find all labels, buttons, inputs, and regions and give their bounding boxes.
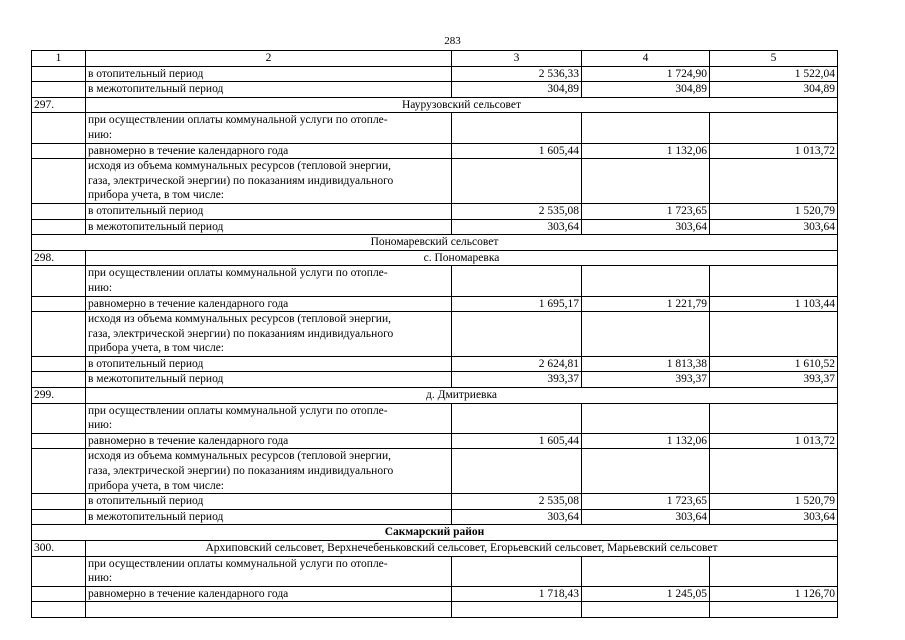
value-col3: 1 605,44 — [452, 143, 582, 159]
section-title: д. Дмитриевка — [86, 388, 838, 404]
value-col3: 393,37 — [452, 372, 582, 388]
text-row — [32, 266, 838, 296]
table-row — [32, 433, 838, 449]
value-col5: 1 013,72 — [710, 433, 838, 449]
value-col4: 1 245,05 — [582, 586, 710, 602]
section-title: с. Пономаревка — [86, 250, 838, 266]
row-number-cell — [32, 296, 86, 312]
table-row — [32, 296, 838, 312]
value-col4: 303,64 — [582, 219, 710, 235]
empty-cell — [710, 312, 838, 357]
empty-cell — [582, 602, 710, 618]
page-number: 283 — [444, 35, 461, 47]
table-row — [32, 602, 838, 618]
text-line: нию: — [88, 419, 113, 432]
text-line: при осуществлении оплаты коммунальной услуги по отопле- — [88, 404, 388, 417]
row-number-cell — [32, 372, 86, 388]
row-number-cell — [32, 82, 86, 98]
text-line: газа, электрической энергии) по показаниям индивидуального — [88, 174, 394, 187]
value-col5: 1 522,04 — [710, 66, 838, 82]
row-number-cell — [32, 403, 86, 433]
row-number-cell — [32, 266, 86, 296]
section-number: 298. — [32, 250, 86, 266]
row-text — [86, 159, 452, 204]
table-row — [32, 372, 838, 388]
row-number-cell — [32, 494, 86, 510]
table-row — [32, 356, 838, 372]
heading-row — [32, 525, 838, 541]
section-row — [32, 388, 838, 404]
row-label: в отопительный период — [86, 66, 452, 82]
value-col5: 1 520,79 — [710, 494, 838, 510]
table-row — [32, 219, 838, 235]
section-title: Архиповский сельсовет, Верхнечебеньковский сельсовет, Егорьевский сельсовет, Марьевский сельсовет — [86, 541, 838, 557]
table-row — [32, 203, 838, 219]
column-header-4: 4 — [582, 51, 710, 67]
empty-cell — [582, 449, 710, 494]
row-label: равномерно в течение календарного года — [86, 433, 452, 449]
row-label: в отопительный период — [86, 203, 452, 219]
empty-cell — [710, 403, 838, 433]
row-label: в межотопительный период — [86, 509, 452, 525]
row-number-cell — [32, 509, 86, 525]
empty-cell — [582, 266, 710, 296]
text-row — [32, 403, 838, 433]
empty-cell — [86, 602, 452, 618]
text-line: прибора учета, в том числе: — [88, 189, 224, 202]
text-line: при осуществлении оплаты коммунальной услуги по отопле- — [88, 557, 388, 570]
column-header-1: 1 — [32, 51, 86, 67]
column-header-3: 3 — [452, 51, 582, 67]
column-header-row — [32, 51, 838, 67]
empty-cell — [452, 312, 582, 357]
empty-cell — [710, 266, 838, 296]
value-col4: 393,37 — [582, 372, 710, 388]
text-line: исходя из объема коммунальных ресурсов (тепловой энергии, — [88, 160, 391, 173]
text-line: нию: — [88, 281, 113, 294]
table-row — [32, 143, 838, 159]
text-row — [32, 449, 838, 494]
text-line: нию: — [88, 572, 113, 585]
table-row — [32, 586, 838, 602]
text-line: прибора учета, в том числе: — [88, 342, 224, 355]
row-number-cell — [32, 556, 86, 586]
text-row — [32, 159, 838, 204]
empty-cell — [582, 556, 710, 586]
value-col4: 1 723,65 — [582, 203, 710, 219]
value-col3: 304,89 — [452, 82, 582, 98]
row-number-cell — [32, 159, 86, 204]
empty-cell — [452, 159, 582, 204]
row-text — [86, 403, 452, 433]
value-col4: 303,64 — [582, 509, 710, 525]
text-row — [32, 113, 838, 143]
row-label: в межотопительный период — [86, 372, 452, 388]
row-number-cell — [32, 449, 86, 494]
empty-cell — [710, 602, 838, 618]
value-col4: 1 221,79 — [582, 296, 710, 312]
row-number-cell — [32, 433, 86, 449]
value-col3: 1 605,44 — [452, 433, 582, 449]
section-row — [32, 541, 838, 557]
row-number-cell — [32, 356, 86, 372]
row-label: равномерно в течение календарного года — [86, 296, 452, 312]
heading-title: Пономаревский сельсовет — [32, 235, 838, 251]
table-row — [32, 82, 838, 98]
value-col5: 303,64 — [710, 219, 838, 235]
value-col3: 303,64 — [452, 509, 582, 525]
text-line: при осуществлении оплаты коммунальной услуги по отопле- — [88, 267, 388, 280]
section-number: 300. — [32, 541, 86, 557]
empty-cell — [582, 159, 710, 204]
value-col5: 1 103,44 — [710, 296, 838, 312]
text-line: прибора учета, в том числе: — [88, 479, 224, 492]
value-col3: 1 718,43 — [452, 586, 582, 602]
row-label: равномерно в течение календарного года — [86, 586, 452, 602]
empty-cell — [452, 113, 582, 143]
value-col3: 2 624,81 — [452, 356, 582, 372]
section-row — [32, 250, 838, 266]
empty-cell — [710, 449, 838, 494]
value-col4: 1 724,90 — [582, 66, 710, 82]
text-line: газа, электрической энергии) по показаниям индивидуального — [88, 327, 394, 340]
row-number-cell — [32, 143, 86, 159]
section-number: 297. — [32, 97, 86, 113]
tariff-table — [31, 50, 838, 618]
value-col5: 304,89 — [710, 82, 838, 98]
empty-cell — [452, 403, 582, 433]
row-number-cell — [32, 113, 86, 143]
value-col3: 303,64 — [452, 219, 582, 235]
value-col3: 2 535,08 — [452, 203, 582, 219]
row-label: в отопительный период — [86, 494, 452, 510]
value-col5: 1 126,70 — [710, 586, 838, 602]
empty-cell — [452, 449, 582, 494]
value-col4: 1 723,65 — [582, 494, 710, 510]
row-number-cell — [32, 203, 86, 219]
row-text — [86, 312, 452, 357]
table-row — [32, 66, 838, 82]
text-line: при осуществлении оплаты коммунальной услуги по отопле- — [88, 114, 388, 127]
empty-cell — [32, 602, 86, 618]
empty-cell — [582, 113, 710, 143]
row-label: в отопительный период — [86, 356, 452, 372]
text-line: исходя из объема коммунальных ресурсов (тепловой энергии, — [88, 313, 391, 326]
column-header-2: 2 — [86, 51, 452, 67]
empty-cell — [582, 403, 710, 433]
value-col5: 1 610,52 — [710, 356, 838, 372]
column-header-5: 5 — [710, 51, 838, 67]
row-number-cell — [32, 66, 86, 82]
row-number-cell — [32, 586, 86, 602]
value-col5: 303,64 — [710, 509, 838, 525]
value-col4: 304,89 — [582, 82, 710, 98]
section-number: 299. — [32, 388, 86, 404]
row-number-cell — [32, 312, 86, 357]
value-col3: 2 535,08 — [452, 494, 582, 510]
empty-cell — [452, 602, 582, 618]
row-label: в межотопительный период — [86, 82, 452, 98]
tariff-table-body — [32, 51, 838, 618]
text-line: газа, электрической энергии) по показаниям индивидуального — [88, 465, 394, 478]
value-col5: 1 013,72 — [710, 143, 838, 159]
value-col4: 1 132,06 — [582, 433, 710, 449]
text-line: исходя из объема коммунальных ресурсов (тепловой энергии, — [88, 450, 391, 463]
value-col3: 2 536,33 — [452, 66, 582, 82]
table-row — [32, 509, 838, 525]
row-text — [86, 556, 452, 586]
text-row — [32, 312, 838, 357]
text-row — [32, 556, 838, 586]
text-line: нию: — [88, 128, 113, 141]
row-text — [86, 449, 452, 494]
value-col4: 1 132,06 — [582, 143, 710, 159]
section-row — [32, 97, 838, 113]
value-col5: 393,37 — [710, 372, 838, 388]
heading-row — [32, 235, 838, 251]
empty-cell — [710, 159, 838, 204]
section-title: Наурузовский сельсовет — [86, 97, 838, 113]
empty-cell — [452, 266, 582, 296]
value-col3: 1 695,17 — [452, 296, 582, 312]
row-text — [86, 113, 452, 143]
row-label: равномерно в течение календарного года — [86, 143, 452, 159]
row-label: в межотопительный период — [86, 219, 452, 235]
empty-cell — [710, 556, 838, 586]
value-col4: 1 813,38 — [582, 356, 710, 372]
empty-cell — [452, 556, 582, 586]
row-text — [86, 266, 452, 296]
row-number-cell — [32, 219, 86, 235]
empty-cell — [710, 113, 838, 143]
empty-cell — [582, 312, 710, 357]
table-row — [32, 494, 838, 510]
heading-title: Сакмарский район — [32, 525, 838, 541]
value-col5: 1 520,79 — [710, 203, 838, 219]
